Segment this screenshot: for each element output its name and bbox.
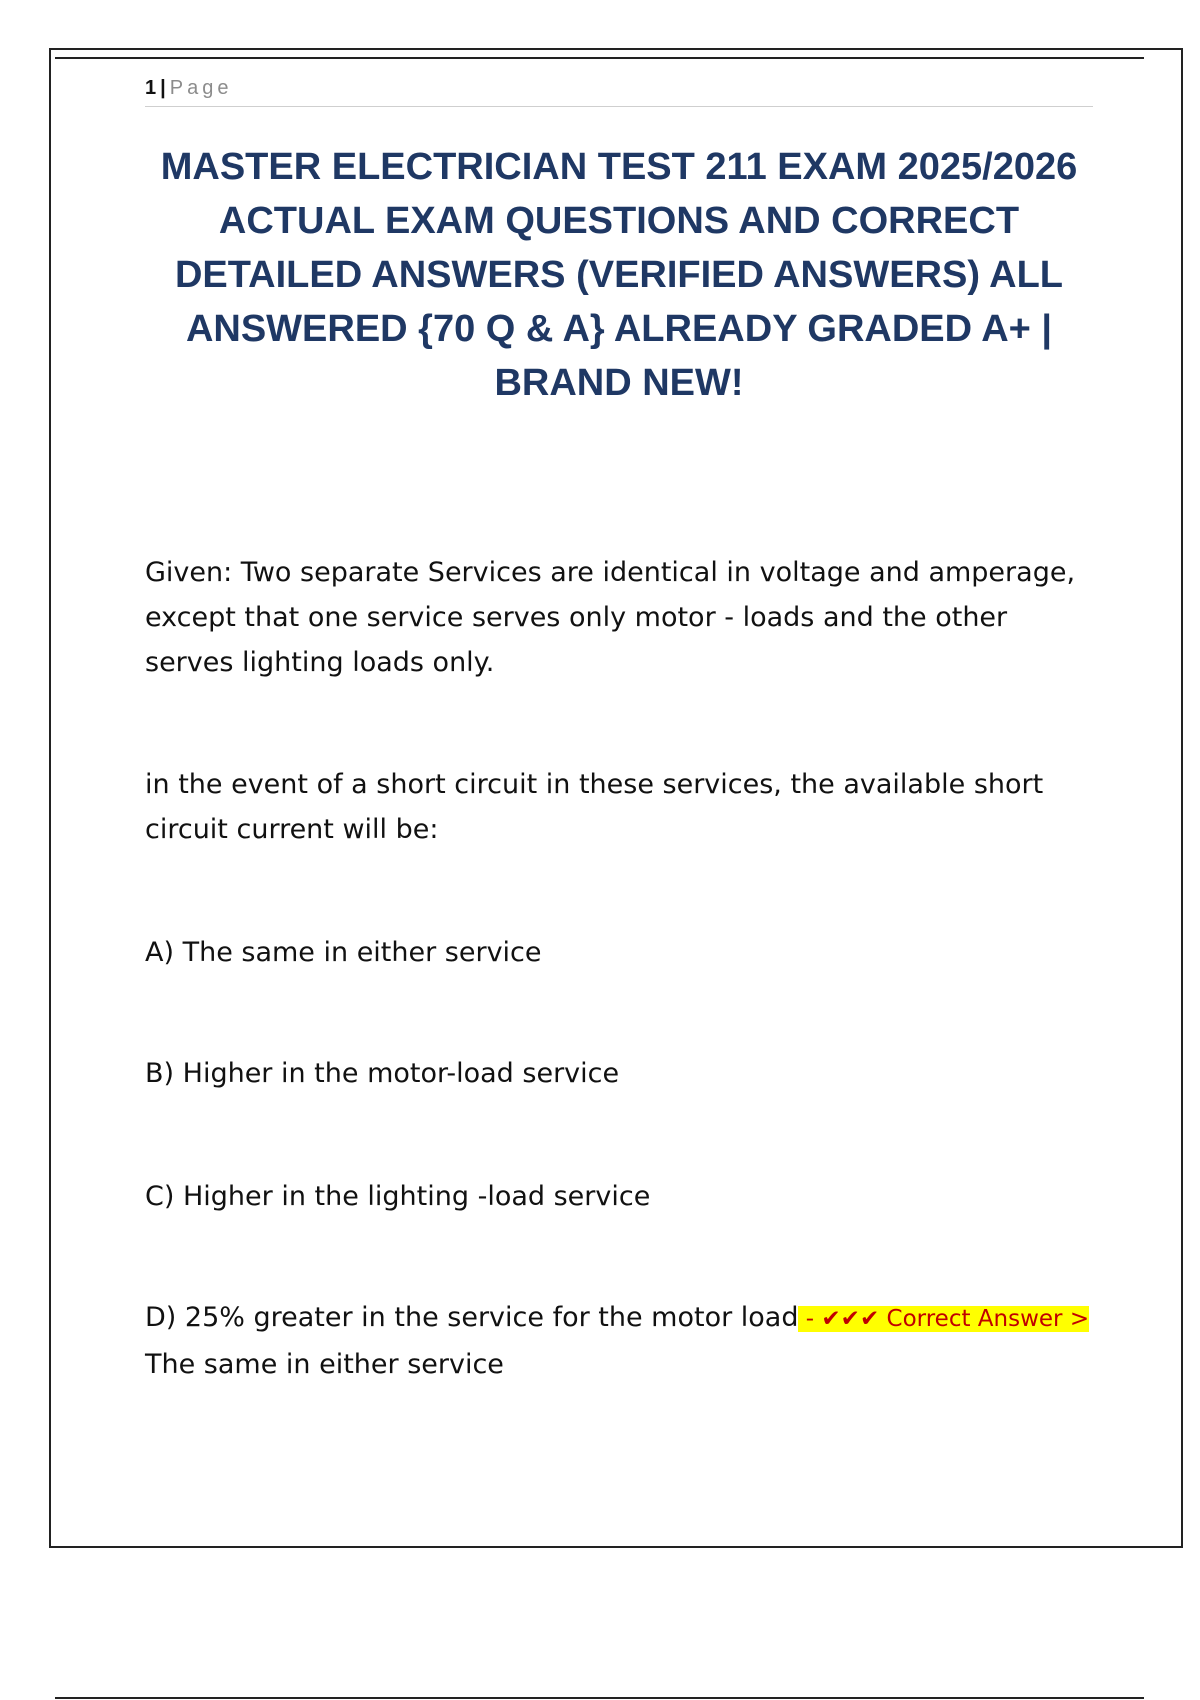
document-title: MASTER ELECTRICIAN TEST 211 EXAM 2025/2026 ACTUAL EXAM QUESTIONS AND CORRECT DETAILED ANSWERS (VERIFIED ANSWERS) ALL ANSWERED {70 Q & A} ALREADY GRADED A+ | BRAND NEW! [160, 146, 1078, 404]
correct-answer-marker: - ✔✔✔ Correct Answer > [798, 1306, 1090, 1332]
option-d [145, 1295, 1093, 1387]
question-given: Given: Two separate Services are identical in voltage and amperage, except that one service serves only motor - loads and the other serves lighting loads only. [145, 557, 1076, 678]
bottom-rule [55, 1697, 1144, 1699]
option-b: B) Higher in the motor-load service [145, 1058, 620, 1089]
page-header [145, 74, 1093, 107]
page-label: Page [169, 77, 233, 99]
option-a: A) The same in either service [145, 937, 542, 968]
top-rule [55, 57, 1144, 59]
correct-answer-text: The same in either service [145, 1349, 504, 1380]
page-separator: | [160, 77, 166, 99]
option-d-text: D) 25% greater in the service for the motor load [145, 1302, 799, 1333]
page-number: 1 [145, 77, 157, 99]
option-c: C) Higher in the lighting -load service [145, 1181, 651, 1212]
question-prompt: in the event of a short circuit in these services, the available short circuit current will be: [145, 769, 1044, 845]
